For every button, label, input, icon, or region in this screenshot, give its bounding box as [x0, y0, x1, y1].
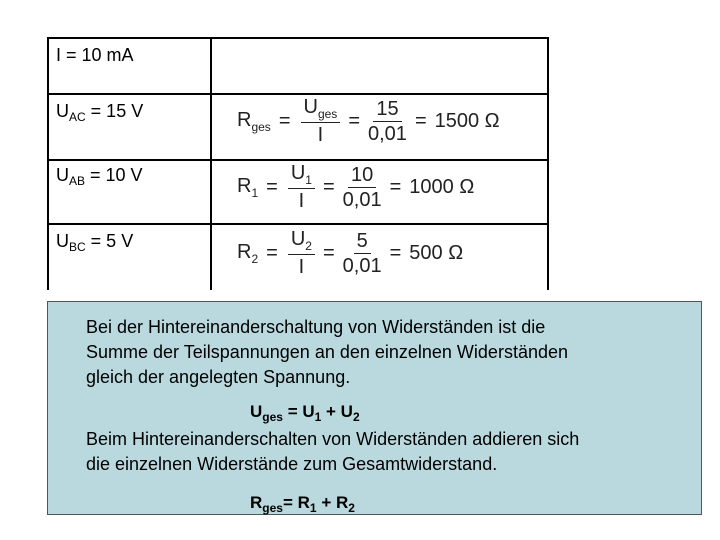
formula-r2: $R_2$ = $\frac{U_2}{I}$ = $\frac{5}{0,01}$ = 500 Ω	[237, 228, 464, 278]
resistance-sum-equation: $R_{ges}= R_1 + R_2$	[250, 493, 355, 515]
table-middle-border	[210, 37, 212, 290]
voltage-ac-value: $U_{AC} = 15$ V	[56, 101, 144, 124]
table-row-divider	[47, 223, 549, 225]
voltage-ab-value: $U_{AB} = 10$ V	[56, 165, 143, 188]
formula-r1: $R_1$ = $\frac{U_1}{I}$ = $\frac{10}{0,01}$ = 1000 Ω	[237, 162, 475, 212]
explanation-paragraph-voltage: Bei der Hintereinanderschaltung von Widerständen ist die Summe der Teilspannungen an den einzelnen Widerständen gleich der angelegten Spannung.	[86, 317, 568, 387]
table-row-divider	[47, 93, 549, 95]
voltage-sum-equation: $U_{ges} = U_1 + U_2$	[250, 402, 360, 424]
voltage-bc-value: $U_{BC} = 5$ V	[56, 231, 134, 254]
explanation-paragraph-resistance: Beim Hintereinanderschalten von Widerständen addieren sich die einzelnen Widerstände zum Gesamtwiderstand.	[86, 429, 580, 474]
table-left-border	[47, 37, 49, 290]
formula-r-ges: $R_{ges}$ = $\frac{U_{ges}}{I}$ = $\frac{15}{0,01}$ = 1500 Ω	[237, 96, 500, 146]
current-value: I = 10 mA	[56, 45, 134, 65]
table-right-border	[547, 37, 549, 290]
values-table	[47, 37, 549, 290]
table-row-divider	[47, 159, 549, 161]
table-top-border	[47, 37, 549, 39]
explanation-box	[47, 301, 702, 515]
